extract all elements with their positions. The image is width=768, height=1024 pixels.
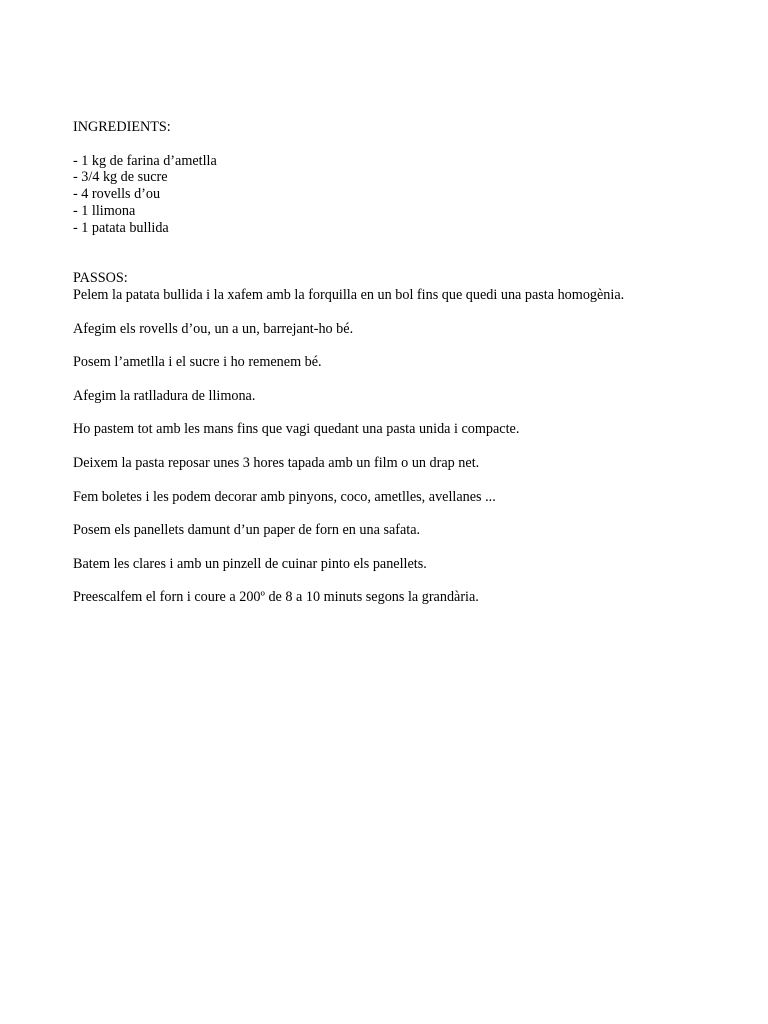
ingredient-item: - 1 kg de farina d’ametlla [73,152,217,169]
ingredient-item: - 4 rovells d’ou [73,186,161,203]
steps-heading: PASSOS: [73,270,128,287]
step-item: Posem l’ametlla i el sucre i ho remenem bé. [73,354,322,371]
step-item: Ho pastem tot amb les mans fins que vagi quedant una pasta unida i compacte. [73,421,520,438]
step-item: Batem les clares i amb un pinzell de cuinar pinto els panellets. [73,555,427,572]
ingredients-heading: INGREDIENTS: [73,119,171,135]
step-item: Pelem la patata bullida i la xafem amb la forquilla en un bol fins que quedi una pasta homogènia. [73,286,625,303]
steps-list [73,287,733,606]
step-item: Afegim la ratlladura de llimona. [73,387,256,404]
step-item: Afegim els rovells d’ou, un a un, barrejant-ho bé. [73,320,354,337]
step-item: Preescalfem el forn i coure a 200º de 8 a 10 minuts segons la grandària. [73,589,479,606]
ingredient-item: - 3/4 kg de sucre [73,169,168,186]
step-item: Deixem la pasta reposar unes 3 hores tapada amb un film o un drap net. [73,454,480,471]
ingredient-item: - 1 patata bullida [73,219,169,236]
ingredient-item: - 1 llimona [73,202,136,219]
step-item: Fem boletes i les podem decorar amb pinyons, coco, ametlles, avellanes ... [73,488,496,505]
ingredients-list [73,153,733,237]
step-item: Posem els panellets damunt d’un paper de forn en una safata. [73,522,421,539]
document-page [73,119,733,623]
